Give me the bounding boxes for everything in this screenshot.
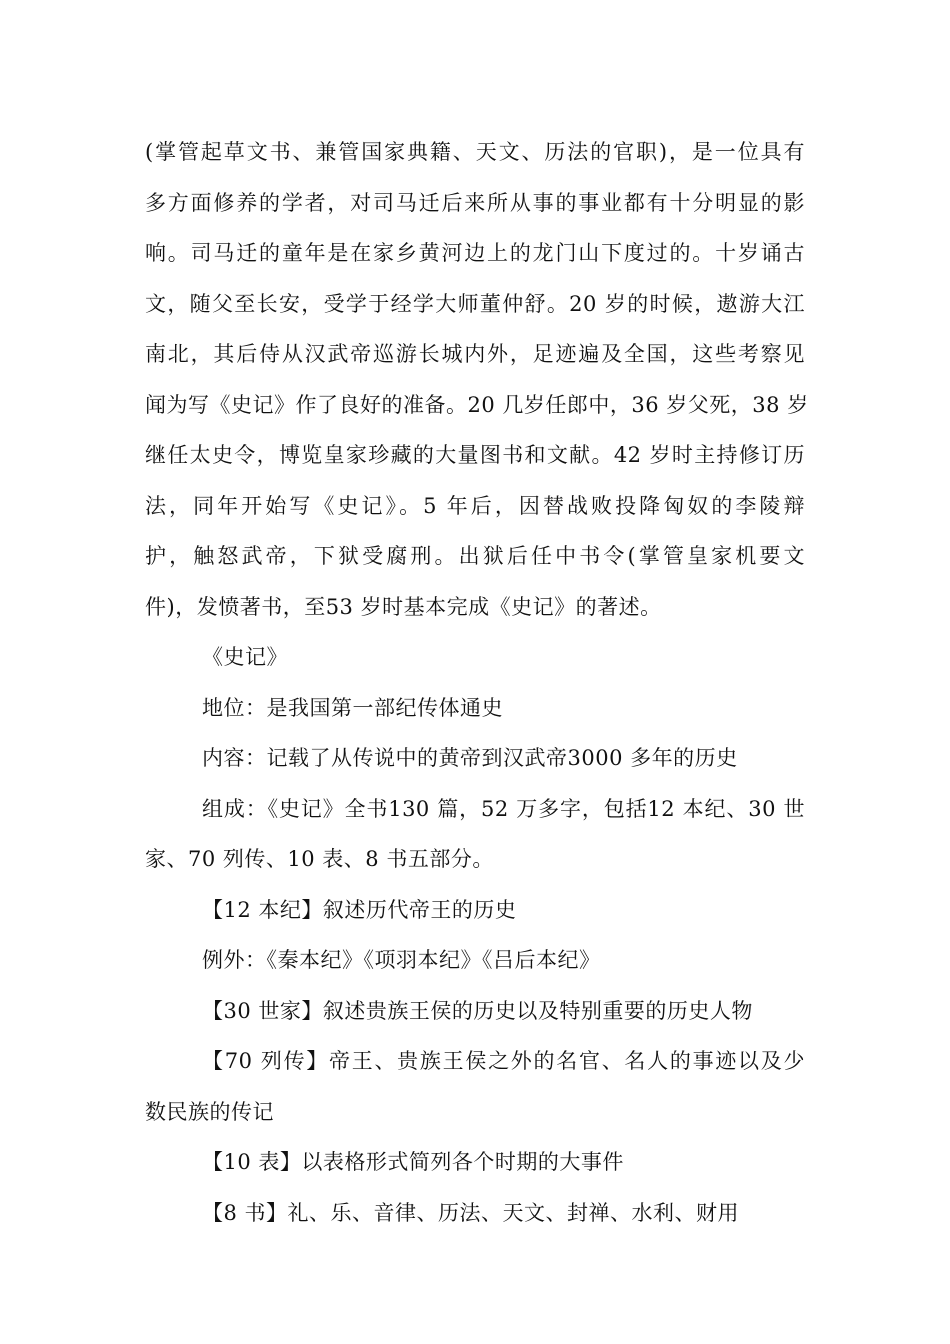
text-line: 南北，其后侍从汉武帝巡游长城内外，足迹遍及全国，这些考察见 (145, 342, 805, 366)
exceptions-line: 例外：《秦本纪》《项羽本纪》《吕后本纪》 (202, 948, 601, 972)
text-line: 法，同年开始写《史记》。5 年后，因替战败投降匈奴的李陵辩 (145, 493, 805, 518)
shijia-line: 【30 世家】叙述贵族王侯的历史以及特别重要的历史人物 (202, 998, 753, 1023)
text-line: 家、70 列传、10 表、8 书五部分。 (145, 847, 494, 871)
content-line: 内容：记载了从传说中的黄帝到汉武帝3000 多年的历史 (202, 746, 738, 770)
status-line: 地位：是我国第一部纪传体通史 (202, 695, 503, 720)
text-line: 文，随父至长安，受学于经学大师董仲舒。20 岁的时候，遨游大江 (145, 291, 805, 316)
text-line: 闻为写《史记》作了良好的准备。20 几岁任郎中，36 岁父死，38 岁 (145, 392, 809, 417)
biography-paragraph (145, 127, 809, 632)
text-line: 件)，发愤著书，至53 岁时基本完成《史记》的著述。 (145, 594, 662, 619)
text-line: 组成：《史记》全书130 篇，52 万多字，包括12 本纪、30 世 (202, 796, 805, 821)
text-line: 继任太史令，博览皇家珍藏的大量图书和文献。42 岁时主持修订历 (145, 443, 805, 467)
text-line: 响。司马迁的童年是在家乡黄河边上的龙门山下度过的。十岁诵古 (145, 241, 805, 265)
text-line: 【70 列传】帝王、贵族王侯之外的名官、名人的事迹以及少 (202, 1049, 805, 1073)
text-line: (掌管起草文书、兼管国家典籍、天文、历法的官职)，是一位具有 (145, 140, 805, 164)
benji-line: 【12 本纪】叙述历代帝王的历史 (202, 897, 517, 922)
biao-line: 【10 表】以表格形式简列各个时期的大事件 (202, 1150, 624, 1174)
liezhuan-paragraph (145, 1036, 805, 1137)
shu-line: 【8 书】礼、乐、音律、历法、天文、封禅、水利、财用 (202, 1200, 740, 1225)
shiji-heading: 《史记》 (202, 645, 288, 669)
text-line: 多方面修养的学者，对司马迁后来所从事的事业都有十分明显的影 (145, 190, 805, 215)
text-line: 数民族的传记 (145, 1099, 274, 1124)
composition-paragraph (145, 784, 805, 885)
document-page (145, 127, 809, 1238)
text-line: 护，触怒武帝，下狱受腐刑。出狱后任中书令(掌管皇家机要文 (145, 544, 805, 568)
